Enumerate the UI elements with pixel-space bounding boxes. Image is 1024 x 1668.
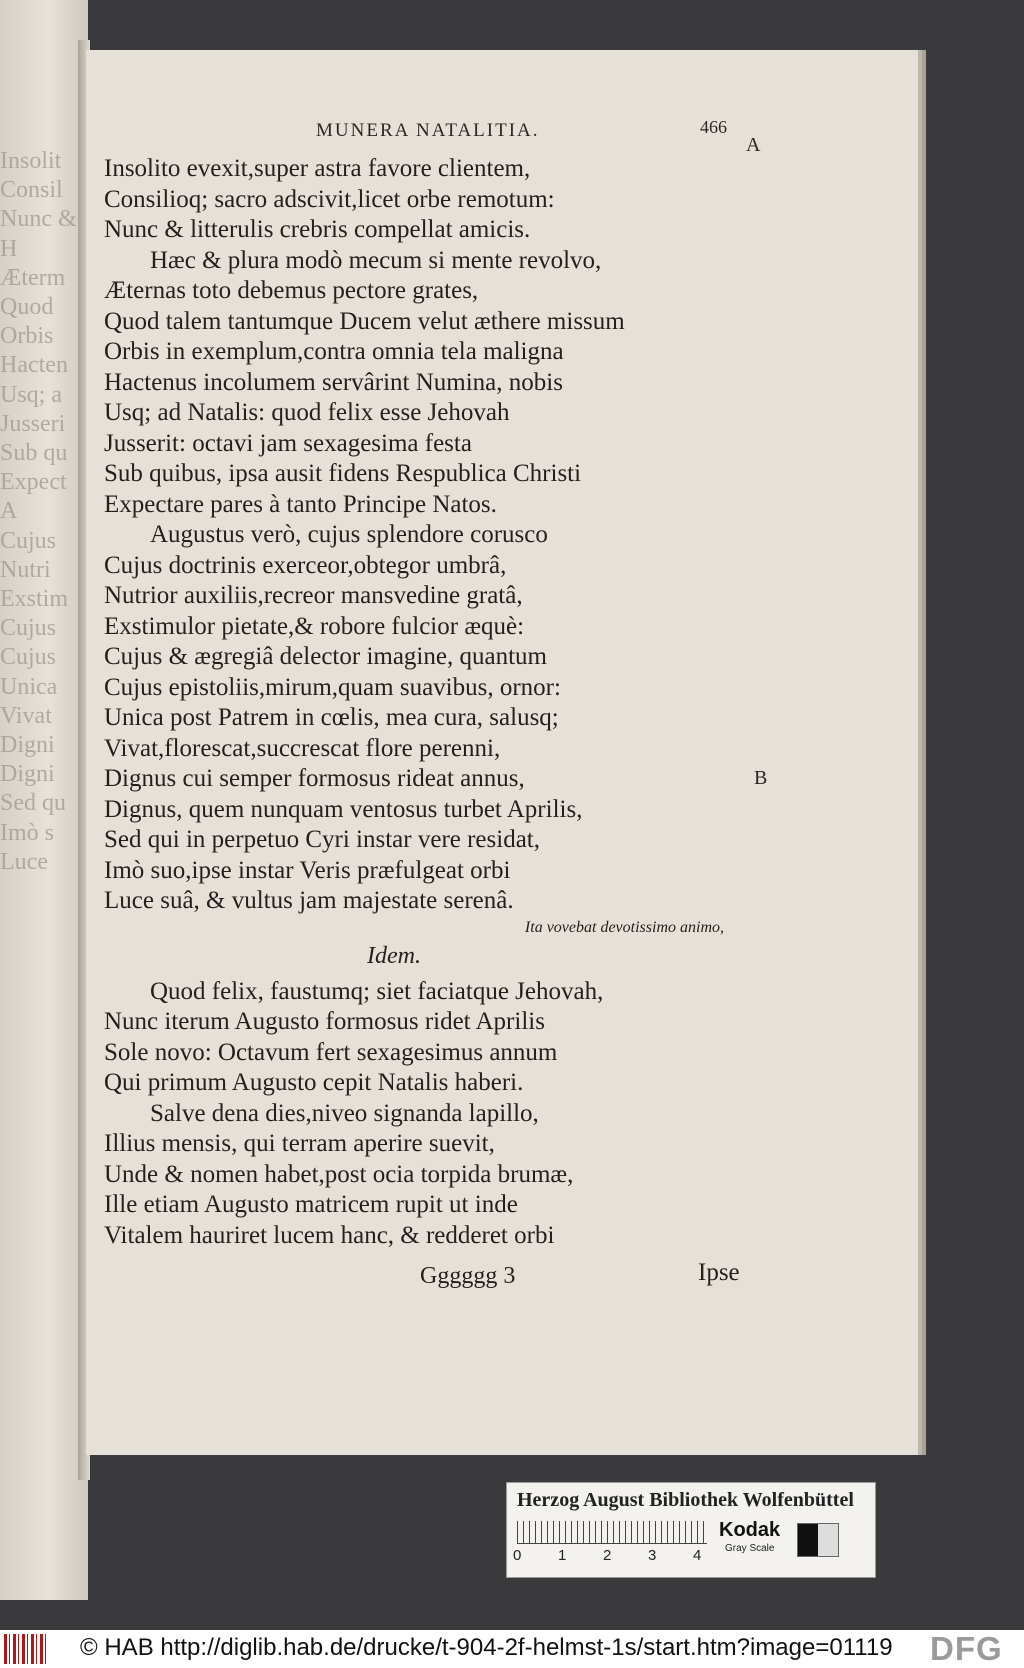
ruler-number: 0 [513,1547,522,1564]
verse-line: Sed qui in perpetuo Cyri instar vere residat, [104,826,540,853]
book-page [86,50,918,1455]
facing-page-fragment: Nutri [0,556,51,583]
facing-page-fragment: Sed qu [0,790,66,817]
facing-page-fragment: Expect [0,469,67,496]
verse-line: Illius mensis, qui terram aperire suevit, [104,1130,495,1157]
facing-page-fragment: Cujus [0,527,57,554]
verse-line: Insolito evexit,super astra favore clientem, [104,155,531,182]
poem-second [104,977,724,1252]
verse-line: Vivat,florescat,succrescat flore perenni, [104,734,501,762]
verse-line: Quod felix, faustumq; siet faciatque Jehovah, [150,977,604,1005]
facing-page-fragment: Unica [0,673,58,700]
verse-line: Exstimulor pietate,& robore fulcior æquè: [104,612,525,640]
verse-line: Quod talem tantumque Ducem velut æthere missum [104,307,625,335]
margin-letter-b: B [754,767,768,789]
verse-line: Nutrior auxiliis,recreor mansvedine gratâ, [104,582,523,609]
facing-page-edge [0,0,88,1600]
page-number: 466 [700,117,727,137]
verse-line: Hactenus incolumem servârint Numina, nobis [104,368,563,396]
ruler-number: 2 [603,1547,612,1564]
facing-page-fragment: Exstim [0,586,69,612]
verse-line: Cujus doctrinis exerceor,obtegor umbrâ, [104,551,507,579]
verse-line: Expectare pares à tanto Principe Natos. [104,490,497,518]
gray-swatch-icon [797,1523,839,1557]
facing-page-fragment: A [0,498,18,525]
facing-page-fragment: Hacten [0,352,68,379]
facing-page-fragment: Quod [0,294,54,320]
signature-mark: Gggggg 3 [420,1263,516,1289]
margin-letter-a: A [746,134,761,156]
verse-line: Nunc & litterulis crebris compellat amicis. [104,216,531,243]
ruler-number: 4 [693,1547,702,1564]
verse-line: Sub quibus, ipsa ausit fidens Respublica Christi [104,460,582,487]
verse-line: Usq; ad Natalis: quod felix esse Jehovah [104,399,510,426]
facing-page-fragment: Digni [0,761,55,788]
dfg-logo: DFG [930,1630,1003,1667]
verse-line: Salve dena dies,niveo signanda lapillo, [150,1099,539,1127]
footer-bar [0,1630,1024,1668]
color-scale-card [506,1482,876,1578]
kodak-brand: Kodak [719,1519,781,1541]
verse-line: Æternas toto debemus pectore grates, [104,277,479,304]
source-link[interactable]: © HAB http://diglib.hab.de/drucke/t-904-2f-helmst-1s/start.htm?image=01119 [80,1634,893,1661]
ruler-number: 3 [648,1547,657,1564]
facing-page-fragment: Insolit [0,148,62,174]
verse-line: Ille etiam Augusto matricem rupit ut inde [104,1191,518,1218]
verse-line: Orbis in exemplum,contra omnia tela maligna [104,338,564,365]
poem-first [104,154,724,917]
facing-page-fragment: Usq; a [0,381,62,408]
facing-page-fragment: Orbis [0,323,54,350]
facing-page-fragment: H [0,235,18,262]
ruler-numbers [513,1547,713,1567]
facing-page-fragment: Jusseri [0,410,66,437]
facing-page-fragment: Æterm [0,264,66,291]
facing-page-fragment: Cujus [0,615,57,642]
verse-line: Imò suo,ipse instar Veris præfulgeat orbi [104,856,511,884]
verse-line: Cujus & ægregiâ delector imagine, quantum [104,643,547,670]
facing-page-fragment: Consil [0,177,63,204]
facing-page-fragment: Imò s [0,819,54,846]
facing-page-fragment: Luce [0,848,48,875]
subscription-line: Ita vovebat devotissimo animo, [524,918,724,936]
verse-line: Vitalem hauriret lucem hanc, & redderet orbi [104,1221,555,1249]
verse-block [104,154,724,1251]
facing-page-fragment: Digni [0,732,55,758]
verse-line: Cujus epistoliis,mirum,quam suavibus, ornor: [104,673,561,701]
verse-line: Augustus verò, cujus splendore corusco [150,521,548,548]
verse-line: Luce suâ, & vultus jam majestate serenâ. [104,887,514,914]
library-name: Herzog August Bibliothek Wolfenbüttel [517,1489,854,1511]
verse-line: Unica post Patrem in cœlis, mea cura, salusq; [104,704,559,731]
facing-page-fragment: Sub qu [0,440,68,466]
catchword: Ipse [698,1259,740,1286]
verse-line: Unde & nomen habet,post ocia torpida brumæ, [104,1160,574,1188]
facing-page-fragment: Vivat [0,702,52,729]
verse-line: Dignus, quem nunquam ventosus turbet Aprilis, [104,795,583,823]
ruler-number: 1 [558,1547,567,1564]
gray-scale-label: Gray Scale [725,1543,775,1554]
verse-line: Hæc & plura modò mecum si mente revolvo, [150,246,602,274]
facing-page-fragment: Cujus [0,644,57,671]
running-title: MUNERA NATALITIA. [316,120,540,141]
facing-page-fragment: Nunc & [0,206,77,233]
verse-line: Qui primum Augusto cepit Natalis haberi. [104,1069,524,1096]
verse-line: Sole novo: Octavum fert sexagesimus annum [104,1038,558,1066]
poem-heading: Idem. [367,942,421,969]
barcode-icon [4,1634,48,1664]
verse-line: Nunc iterum Augusto formosus ridet Aprilis [104,1008,545,1035]
verse-line: Jusserit: octavi jam sexagesima festa [104,429,472,457]
ruler [517,1521,707,1544]
verse-line: Dignus cui semper formosus rideat annus, [104,765,525,792]
verse-line: Consilioq; sacro adscivit,licet orbe remotum: [104,185,555,213]
